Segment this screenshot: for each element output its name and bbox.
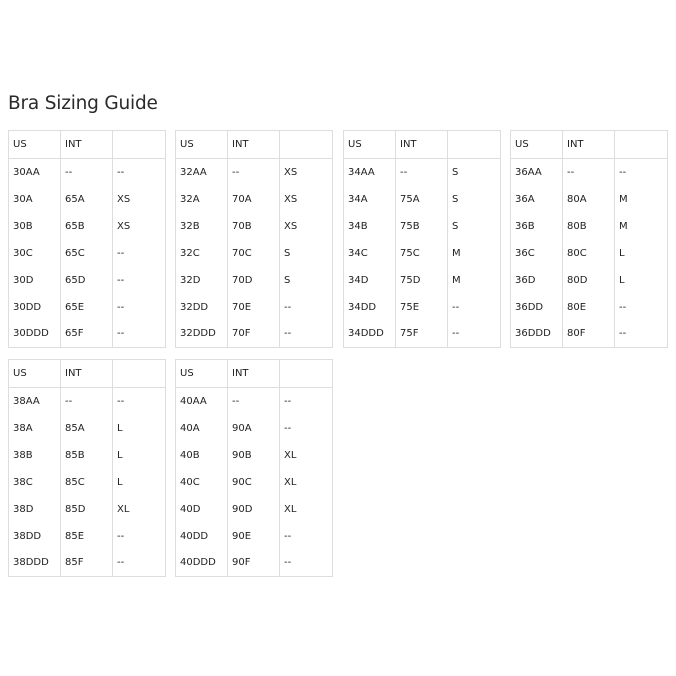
table-row	[511, 267, 668, 294]
cell-size: --	[280, 388, 333, 415]
cell-size: --	[113, 550, 166, 577]
cell-size: --	[615, 294, 668, 321]
cell-us: 38B	[9, 442, 61, 469]
cell-int: 70E	[228, 294, 280, 321]
cell-size: --	[113, 321, 166, 348]
cell-int: 85A	[61, 415, 113, 442]
cell-size: --	[448, 294, 501, 321]
header-int: INT	[228, 131, 280, 159]
table-row	[511, 294, 668, 321]
header-int: INT	[396, 131, 448, 159]
cell-us: 30AA	[9, 159, 61, 186]
cell-int: 75D	[396, 267, 448, 294]
header-size	[280, 360, 333, 388]
cell-int: 70C	[228, 240, 280, 267]
cell-int: 75E	[396, 294, 448, 321]
size-table	[510, 130, 668, 348]
cell-size: XL	[280, 442, 333, 469]
cell-us: 34AA	[344, 159, 396, 186]
table-row	[9, 523, 166, 550]
cell-int: --	[228, 159, 280, 186]
cell-int: 65F	[61, 321, 113, 348]
cell-us: 38AA	[9, 388, 61, 415]
table-row	[344, 294, 501, 321]
cell-size: S	[280, 240, 333, 267]
table-row	[344, 159, 501, 186]
table-row	[176, 213, 333, 240]
cell-us: 32AA	[176, 159, 228, 186]
cell-us: 40DD	[176, 523, 228, 550]
table-row	[9, 240, 166, 267]
cell-us: 32DDD	[176, 321, 228, 348]
cell-int: 65C	[61, 240, 113, 267]
cell-us: 34D	[344, 267, 396, 294]
table-row	[176, 388, 333, 415]
table-header-row	[176, 360, 333, 388]
cell-us: 30A	[9, 186, 61, 213]
table-row	[176, 415, 333, 442]
table-header-row	[511, 131, 668, 159]
table-row	[9, 415, 166, 442]
size-table	[8, 359, 166, 577]
header-size	[615, 131, 668, 159]
cell-int: 85D	[61, 496, 113, 523]
cell-int: 85E	[61, 523, 113, 550]
cell-int: --	[396, 159, 448, 186]
cell-size: L	[615, 267, 668, 294]
header-us: US	[344, 131, 396, 159]
cell-size: --	[280, 415, 333, 442]
cell-us: 34DDD	[344, 321, 396, 348]
cell-us: 30D	[9, 267, 61, 294]
size-table	[8, 130, 166, 348]
cell-int: 70B	[228, 213, 280, 240]
cell-us: 30DD	[9, 294, 61, 321]
cell-size: M	[448, 267, 501, 294]
cell-us: 30DDD	[9, 321, 61, 348]
cell-size: --	[448, 321, 501, 348]
header-us: US	[9, 131, 61, 159]
cell-us: 40DDD	[176, 550, 228, 577]
table-row	[176, 469, 333, 496]
table-row	[9, 159, 166, 186]
cell-int: --	[61, 159, 113, 186]
cell-int: 70D	[228, 267, 280, 294]
table-row	[176, 186, 333, 213]
cell-us: 40A	[176, 415, 228, 442]
cell-size: --	[280, 523, 333, 550]
cell-us: 30C	[9, 240, 61, 267]
cell-int: 80D	[563, 267, 615, 294]
cell-int: 65B	[61, 213, 113, 240]
table-row	[9, 442, 166, 469]
cell-size: M	[448, 240, 501, 267]
cell-us: 34C	[344, 240, 396, 267]
cell-int: 90F	[228, 550, 280, 577]
table-row	[9, 388, 166, 415]
table-row	[9, 550, 166, 577]
cell-int: --	[61, 388, 113, 415]
cell-int: 90A	[228, 415, 280, 442]
cell-us: 34DD	[344, 294, 396, 321]
cell-size: L	[615, 240, 668, 267]
cell-int: 70A	[228, 186, 280, 213]
cell-us: 36DD	[511, 294, 563, 321]
cell-size: S	[448, 186, 501, 213]
table-row	[176, 496, 333, 523]
header-int: INT	[61, 131, 113, 159]
table-row	[9, 321, 166, 348]
cell-size: --	[615, 159, 668, 186]
cell-us: 38A	[9, 415, 61, 442]
cell-size: --	[113, 159, 166, 186]
cell-int: 90E	[228, 523, 280, 550]
table-row	[176, 550, 333, 577]
cell-us: 32D	[176, 267, 228, 294]
table-row	[344, 240, 501, 267]
cell-int: 85B	[61, 442, 113, 469]
header-us: US	[176, 360, 228, 388]
cell-us: 32C	[176, 240, 228, 267]
cell-int: 80E	[563, 294, 615, 321]
cell-size: --	[113, 267, 166, 294]
table-row	[176, 159, 333, 186]
cell-size: S	[448, 159, 501, 186]
table-row	[344, 186, 501, 213]
cell-int: 65D	[61, 267, 113, 294]
table-header-row	[344, 131, 501, 159]
cell-us: 36D	[511, 267, 563, 294]
header-size	[448, 131, 501, 159]
cell-size: XS	[280, 213, 333, 240]
cell-int: --	[563, 159, 615, 186]
cell-size: XS	[113, 213, 166, 240]
cell-size: --	[280, 321, 333, 348]
cell-size: XS	[280, 159, 333, 186]
header-size	[280, 131, 333, 159]
cell-us: 36DDD	[511, 321, 563, 348]
table-row	[511, 321, 668, 348]
cell-int: 90D	[228, 496, 280, 523]
cell-size: XS	[113, 186, 166, 213]
table-row	[9, 267, 166, 294]
table-row	[511, 186, 668, 213]
cell-us: 40AA	[176, 388, 228, 415]
cell-us: 38D	[9, 496, 61, 523]
cell-int: 80C	[563, 240, 615, 267]
cell-size: L	[113, 442, 166, 469]
table-header-row	[9, 360, 166, 388]
cell-size: S	[280, 267, 333, 294]
table-row	[511, 240, 668, 267]
header-size	[113, 360, 166, 388]
cell-int: 65E	[61, 294, 113, 321]
cell-us: 36C	[511, 240, 563, 267]
cell-int: 80F	[563, 321, 615, 348]
cell-size: --	[113, 388, 166, 415]
table-row	[176, 321, 333, 348]
cell-size: L	[113, 469, 166, 496]
cell-us: 36B	[511, 213, 563, 240]
page-title: Bra Sizing Guide	[8, 93, 158, 114]
cell-us: 38C	[9, 469, 61, 496]
header-us: US	[176, 131, 228, 159]
table-row	[176, 442, 333, 469]
cell-int: 80B	[563, 213, 615, 240]
cell-size: --	[280, 550, 333, 577]
cell-us: 30B	[9, 213, 61, 240]
table-row	[9, 469, 166, 496]
cell-int: 75F	[396, 321, 448, 348]
cell-us: 38DD	[9, 523, 61, 550]
table-row	[9, 496, 166, 523]
cell-size: --	[280, 294, 333, 321]
table-row	[511, 213, 668, 240]
cell-us: 32A	[176, 186, 228, 213]
header-us: US	[511, 131, 563, 159]
cell-size: --	[615, 321, 668, 348]
cell-us: 34A	[344, 186, 396, 213]
cell-int: 80A	[563, 186, 615, 213]
table-row	[176, 240, 333, 267]
table-row	[176, 523, 333, 550]
table-row	[176, 294, 333, 321]
cell-us: 40B	[176, 442, 228, 469]
table-row	[344, 267, 501, 294]
header-int: INT	[563, 131, 615, 159]
cell-size: XS	[280, 186, 333, 213]
cell-int: 90C	[228, 469, 280, 496]
cell-us: 40D	[176, 496, 228, 523]
cell-us: 32B	[176, 213, 228, 240]
size-table	[175, 359, 333, 577]
cell-int: 90B	[228, 442, 280, 469]
cell-us: 36AA	[511, 159, 563, 186]
table-row	[9, 294, 166, 321]
cell-size: --	[113, 294, 166, 321]
size-table	[175, 130, 333, 348]
cell-size: XL	[113, 496, 166, 523]
cell-size: L	[113, 415, 166, 442]
cell-int: 85F	[61, 550, 113, 577]
cell-us: 40C	[176, 469, 228, 496]
cell-int: --	[228, 388, 280, 415]
table-row	[344, 213, 501, 240]
table-row	[511, 159, 668, 186]
cell-int: 75B	[396, 213, 448, 240]
table-row	[9, 213, 166, 240]
cell-us: 38DDD	[9, 550, 61, 577]
size-table	[343, 130, 501, 348]
cell-size: --	[113, 240, 166, 267]
header-size	[113, 131, 166, 159]
cell-int: 70F	[228, 321, 280, 348]
table-header-row	[9, 131, 166, 159]
cell-us: 32DD	[176, 294, 228, 321]
cell-size: --	[113, 523, 166, 550]
cell-int: 85C	[61, 469, 113, 496]
table-row	[176, 267, 333, 294]
cell-us: 36A	[511, 186, 563, 213]
header-int: INT	[228, 360, 280, 388]
header-us: US	[9, 360, 61, 388]
table-header-row	[176, 131, 333, 159]
header-int: INT	[61, 360, 113, 388]
cell-us: 34B	[344, 213, 396, 240]
cell-int: 75A	[396, 186, 448, 213]
cell-int: 65A	[61, 186, 113, 213]
cell-size: S	[448, 213, 501, 240]
cell-size: M	[615, 186, 668, 213]
table-row	[344, 321, 501, 348]
table-row	[9, 186, 166, 213]
cell-size: M	[615, 213, 668, 240]
cell-size: XL	[280, 469, 333, 496]
cell-size: XL	[280, 496, 333, 523]
cell-int: 75C	[396, 240, 448, 267]
